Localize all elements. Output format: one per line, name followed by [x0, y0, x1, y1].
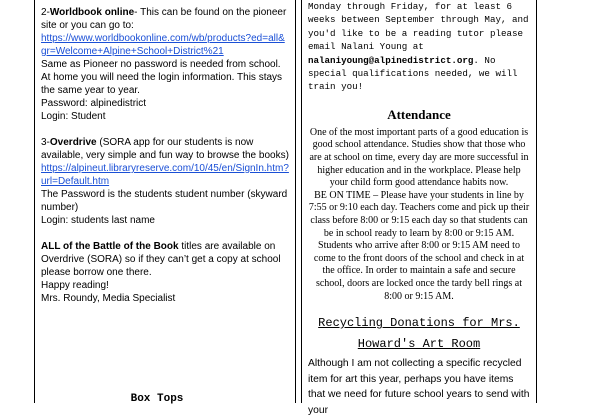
battle-section: [41, 240, 289, 305]
box-tops-heading: Box Tops: [130, 393, 184, 405]
attendance-para-3: Students who arrive after 8:00 or 9:15 AM need to come to the front doors of the school and check in at the office. In order to maintain a safe and secure school, doors are locked once the tardy bell rings at 8:00 or 9:15 AM.: [313, 240, 525, 302]
overdrive-link[interactable]: https://alpineut.libraryreserve.com/10/45/en/SignIn.htm?url=Default.htm: [41, 163, 289, 187]
right-column: [301, 0, 537, 416]
recycling-title: Recycling Donations for Mrs. Howard's Art Room: [318, 316, 520, 352]
overdrive-name: Overdrive: [49, 137, 97, 148]
worldbook-home: At home you will need the login information. This stays the same year to year.: [41, 72, 283, 96]
left-column: [34, 0, 296, 403]
attendance-body: [308, 127, 530, 303]
attendance-para-1: One of the most important parts of a good education is good school attendance. Studies show that those who are at school on time, every day are more successful in higher education and in the workplace. Please help your child form good attendance habits now.: [309, 126, 529, 189]
tutor-text: Monday through Friday, for at least 6 weeks between September through May, and you'd like to be a reading tutor please email Nalani Young at nalaniyoung@alpinedistrict.org. No special qualifications needed, we will train you!: [308, 1, 529, 93]
worldbook-section: [41, 6, 289, 123]
worldbook-intro: 2-Worldbook online- This can be found on the pioneer site or you can go to:: [41, 7, 287, 31]
worldbook-same-as: Same as Pioneer no password is needed from school.: [41, 59, 281, 70]
recycling-body: Although I am not collecting a specific recycled item for art this year, perhaps you have items that we need for future school years to send with your: [308, 358, 530, 416]
worldbook-link[interactable]: https://www.worldbookonline.com/wb/products?ed=all&gr=Welcome+Alpine+School+District%21: [41, 33, 285, 57]
overdrive-section: [41, 136, 289, 227]
attendance-para-2: BE ON TIME – Please have your students in line by 7:55 or 9:10 each day. Teachers come and pick up their class before 8:00 or 9:15 each day so that students can be in school ready to learn by 8:00 or 9:15 AM.: [308, 189, 530, 239]
overdrive-password: The Password is the students student number (skyward number): [41, 189, 288, 213]
happy-reading: Happy reading!: [41, 280, 109, 291]
attendance-title: Attendance: [387, 106, 451, 122]
overdrive-login: Login: students last name: [41, 215, 155, 226]
worldbook-password: Password: alpinedistrict: [41, 98, 147, 109]
tutor-email: nalaniyoung@alpinedistrict.org: [308, 54, 474, 66]
worldbook-name: Worldbook online: [49, 7, 135, 18]
battle-text: ALL of the Battle of the Book titles are available on Overdrive (SORA) so if they can’t get a copy at school please borrow one there.: [41, 241, 281, 278]
overdrive-intro: 3-Overdrive (SORA app for our students is now available, very simple and fun way to browse the books): [41, 137, 289, 161]
worldbook-login: Login: Student: [41, 111, 106, 122]
signature: Mrs. Roundy, Media Specialist: [41, 293, 176, 304]
